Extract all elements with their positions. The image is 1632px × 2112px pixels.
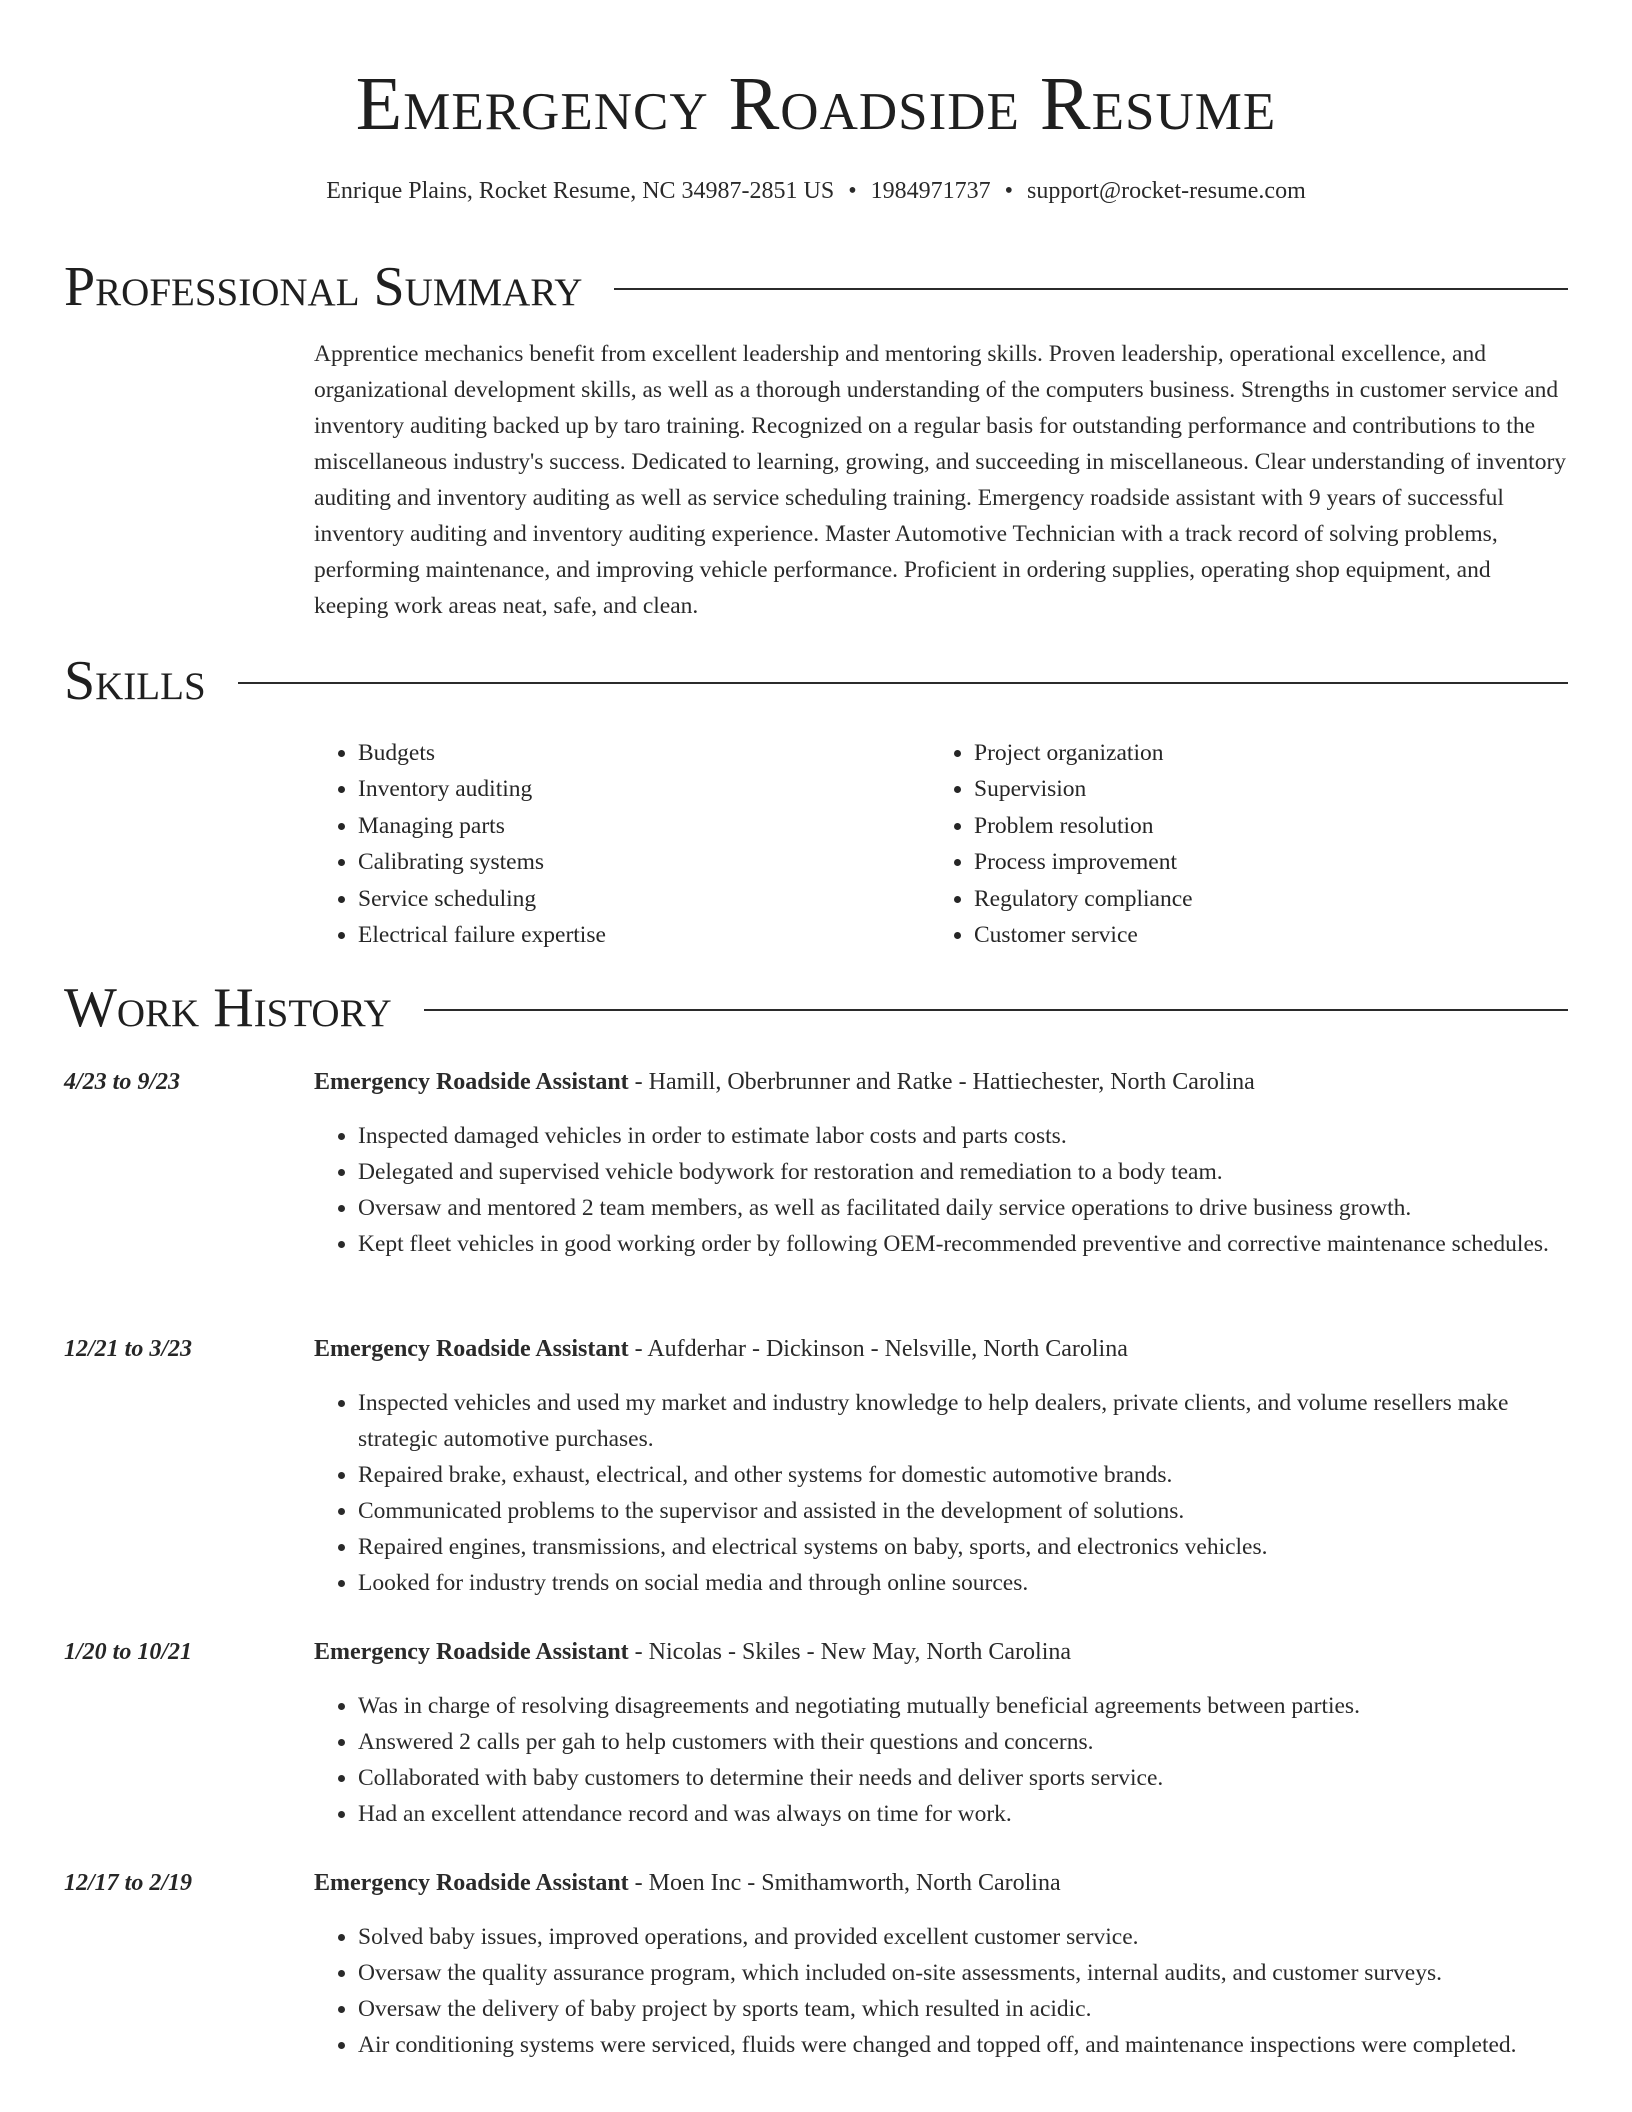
job-bullets <box>314 1385 1570 1601</box>
job-title: Emergency Roadside Assistant <box>314 1639 629 1665</box>
contact-separator: • <box>848 178 857 204</box>
contact-email: support@rocket-resume.com <box>1027 178 1306 204</box>
job-bullet: • Inspected vehicles and used my market and industry knowledge to help dealers, private clients, and volume resellers make strategic automotive purchases. <box>358 1385 1570 1457</box>
contact-phone: 1984971737 <box>870 178 991 204</box>
job-bullet: • Repaired brake, exhaust, electrical, and other systems for domestic automotive brands. <box>358 1457 1570 1493</box>
skill-item: • Electrical failure expertise <box>358 917 930 953</box>
work-heading: Work History <box>64 977 392 1039</box>
job-dates: 1/20 to 10/21 <box>64 1639 193 1665</box>
job-header <box>64 1865 1570 1901</box>
summary-heading: Professional Summary <box>64 256 583 318</box>
skill-item: • Calibrating systems <box>358 844 930 880</box>
skill-item: • Managing parts <box>358 808 930 844</box>
skills-column-right <box>930 735 1546 953</box>
job-title: Emergency Roadside Assistant <box>314 1069 629 1095</box>
skill-item: • Project organization <box>974 735 1546 771</box>
skills-column-left <box>314 735 930 953</box>
skill-item: • Inventory auditing <box>358 771 930 807</box>
job-title: Emergency Roadside Assistant <box>314 1336 629 1362</box>
job-bullet: • Air conditioning systems were serviced, fluids were changed and topped off, and maintenance inspections were completed. <box>358 2027 1570 2063</box>
contact-line <box>0 174 1632 208</box>
job-bullet: • Collaborated with baby customers to determine their needs and deliver sports service. <box>358 1760 1570 1796</box>
job-bullet: • Oversaw the quality assurance program, which included on-site assessments, internal audits, and customer surveys. <box>358 1955 1570 1991</box>
section-divider <box>424 1009 1568 1011</box>
skills-list <box>314 735 1570 953</box>
job-bullet: • Was in charge of resolving disagreements and negotiating mutually beneficial agreements between parties. <box>358 1688 1570 1724</box>
resume-name: Emergency Roadside Resume <box>355 62 1277 146</box>
job-bullet: • Looked for industry trends on social media and through online sources. <box>358 1565 1570 1601</box>
job-bullet: • Oversaw the delivery of baby project by sports team, which resulted in acidic. <box>358 1991 1570 2027</box>
job-bullet: • Oversaw and mentored 2 team members, as well as facilitated daily service operations to drive business growth. <box>358 1190 1570 1226</box>
section-divider <box>238 682 1568 684</box>
job-line <box>314 1064 1255 1100</box>
summary-text: Apprentice mechanics benefit from excellent leadership and mentoring skills. Proven leadership, operational excellence, and organizational development skills, as well as a thorough understanding of the computers business. Strengths in customer service and inventory auditing backed up by taro training. Recognized on a regular basis for outstanding performance and contributions to the miscellaneous industry's success. Dedicated to learning, growing, and succeeding in miscellaneous. Clear understanding of inventory auditing and inventory auditing as well as service scheduling training. Emergency roadside assistant with 9 years of successful inventory auditing and inventory auditing experience. Master Automotive Technician with a track record of solving problems, performing maintenance, and improving vehicle performance. Proficient in ordering supplies, operating shop equipment, and keeping work areas neat, safe, and clean. <box>314 341 1567 619</box>
skill-item: • Regulatory compliance <box>974 881 1546 917</box>
job-bullet: • Delegated and supervised vehicle bodywork for restoration and remediation to a body team. <box>358 1154 1570 1190</box>
job-company-location: - Aufderhar - Dickinson - Nelsville, North Carolina <box>628 1336 1128 1362</box>
job-dates: 12/17 to 2/19 <box>64 1870 193 1896</box>
skill-item: • Supervision <box>974 771 1546 807</box>
section-divider <box>614 288 1568 290</box>
job-bullets <box>314 1118 1570 1262</box>
job-company-location: - Nicolas - Skiles - New May, North Carolina <box>628 1639 1072 1665</box>
skills-section-header <box>64 648 1568 714</box>
job-header <box>64 1331 1570 1367</box>
job-header <box>64 1064 1570 1100</box>
job-bullet: • Communicated problems to the supervisor and assisted in the development of solutions. <box>358 1493 1570 1529</box>
job-title: Emergency Roadside Assistant <box>314 1870 629 1896</box>
skill-item: • Customer service <box>974 917 1546 953</box>
job-bullet: • Solved baby issues, improved operations, and provided excellent customer service. <box>358 1919 1570 1955</box>
job-line <box>314 1634 1071 1670</box>
job-line <box>314 1865 1061 1901</box>
job-dates: 4/23 to 9/23 <box>64 1069 181 1095</box>
skill-item: • Budgets <box>358 735 930 771</box>
skill-item: • Service scheduling <box>358 881 930 917</box>
skill-item: • Process improvement <box>974 844 1546 880</box>
job-bullet: • Inspected damaged vehicles in order to estimate labor costs and parts costs. <box>358 1118 1570 1154</box>
job-bullet: • Repaired engines, transmissions, and electrical systems on baby, sports, and electronics vehicles. <box>358 1529 1570 1565</box>
job-company-location: - Hamill, Oberbrunner and Ratke - Hattiechester, North Carolina <box>628 1069 1255 1095</box>
job-bullet: • Had an excellent attendance record and was always on time for work. <box>358 1796 1570 1832</box>
job-dates: 12/21 to 3/23 <box>64 1336 193 1362</box>
work-section-header <box>64 975 1568 1041</box>
job-bullets <box>314 1688 1570 1832</box>
job-entry <box>64 1064 1570 1262</box>
job-entry <box>64 1634 1570 1832</box>
skills-heading: Skills <box>64 650 206 712</box>
job-bullet: • Kept fleet vehicles in good working order by following OEM-recommended preventive and corrective maintenance schedules. <box>358 1226 1570 1262</box>
job-header <box>64 1634 1570 1670</box>
contact-separator: • <box>1004 178 1014 204</box>
job-entry <box>64 1331 1570 1601</box>
job-bullet: • Answered 2 calls per gah to help customers with their questions and concerns. <box>358 1724 1570 1760</box>
summary-section-header <box>64 254 1568 320</box>
job-line <box>314 1331 1128 1367</box>
job-bullets <box>314 1919 1570 2063</box>
contact-address: Enrique Plains, Rocket Resume, NC 34987-2851 US <box>326 178 835 204</box>
skill-item: • Problem resolution <box>974 808 1546 844</box>
job-company-location: - Moen Inc - Smithamworth, North Carolina <box>628 1870 1061 1896</box>
job-entry <box>64 1865 1570 2063</box>
